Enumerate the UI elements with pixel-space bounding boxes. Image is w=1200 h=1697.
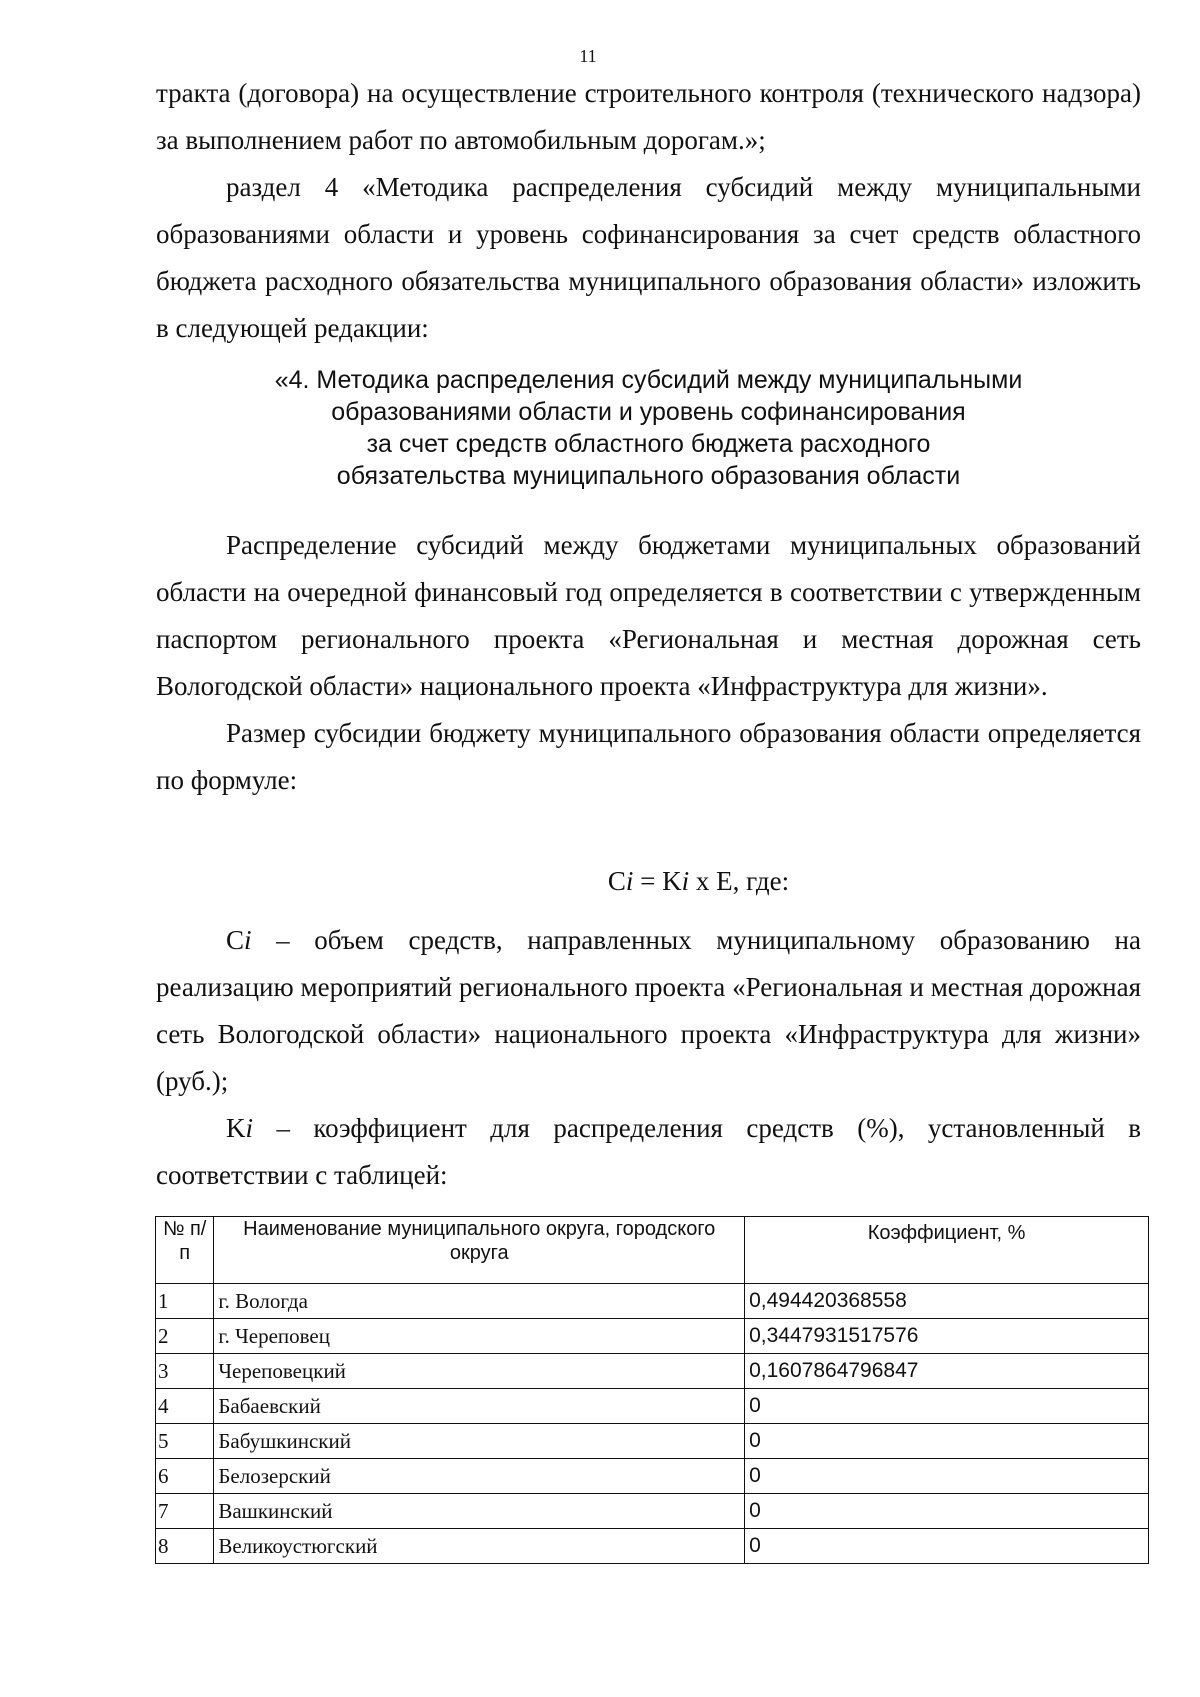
row-number: 1 <box>156 1284 214 1319</box>
row-number: 2 <box>156 1319 214 1354</box>
definitions-text <box>156 917 1141 1199</box>
header-coefficient: Коэффициент, % <box>745 1217 1149 1284</box>
row-coefficient: 0,1607864796847 <box>745 1354 1149 1389</box>
paragraph-distribution: Распределение субсидий между бюджетами муниципальных образований области на очередной финансовый год определяется в соответствии с утвержденным паспортом регионального проекта «Региональная и местная дорожная сеть Вологодской области» национального проекта «Инфраструктура для жизни». <box>156 530 1141 701</box>
row-coefficient: 0 <box>745 1459 1149 1494</box>
row-number: 5 <box>156 1424 214 1459</box>
row-coefficient: 0 <box>745 1494 1149 1529</box>
definition-ki: Ki – коэффициент для распределения средств (%), установленный в соответствии с таблицей: <box>156 1113 1141 1190</box>
page-number: 11 <box>579 46 597 66</box>
row-municipality: г. Череповец <box>214 1319 745 1354</box>
row-number: 8 <box>156 1529 214 1564</box>
row-number: 7 <box>156 1494 214 1529</box>
coefficient-table <box>155 1216 1149 1564</box>
row-number: 3 <box>156 1354 214 1389</box>
paragraph-formula-intro: Размер субсидии бюджету муниципального образования области определяется по формуле: <box>156 718 1141 795</box>
row-coefficient: 0 <box>745 1389 1149 1424</box>
row-coefficient: 0,494420368558 <box>745 1284 1149 1319</box>
table-row <box>156 1529 1149 1564</box>
definition-ci: Ci – объем средств, направленных муниципальному образованию на реализацию мероприятий регионального проекта «Региональная и местная дорожная сеть Вологодской области» национального проекта «Инфраструктура для жизни» (руб.); <box>156 925 1141 1096</box>
heading-line: образованиями области и уровень софинансирования <box>331 398 966 426</box>
row-municipality: г. Вологда <box>214 1284 745 1319</box>
row-coefficient: 0,3447931517576 <box>745 1319 1149 1354</box>
row-coefficient: 0 <box>745 1424 1149 1459</box>
row-number: 4 <box>156 1389 214 1424</box>
row-municipality: Великоустюгский <box>214 1529 745 1564</box>
table-row <box>156 1459 1149 1494</box>
methodology-text <box>156 522 1141 804</box>
row-municipality: Вашкинский <box>214 1494 745 1529</box>
table-row <box>156 1424 1149 1459</box>
formula: Ci = Ki x E, где: <box>607 866 790 896</box>
section-heading <box>156 364 1141 492</box>
row-municipality: Бабушкинский <box>214 1424 745 1459</box>
header-municipality-name: Наименование муниципального округа, городского округа <box>214 1217 745 1284</box>
heading-line: за счет средств областного бюджета расходного <box>366 430 931 458</box>
intro-text <box>156 70 1141 352</box>
row-number: 6 <box>156 1459 214 1494</box>
row-municipality: Череповецкий <box>214 1354 745 1389</box>
header-number: № п/п <box>156 1217 214 1284</box>
row-municipality: Белозерский <box>214 1459 745 1494</box>
row-municipality: Бабаевский <box>214 1389 745 1424</box>
heading-line: «4. Методика распределения субсидий между муниципальными <box>274 366 1023 394</box>
row-coefficient: 0 <box>745 1529 1149 1564</box>
paragraph-section-4-instruction: раздел 4 «Методика распределения субсидий между муниципальными образованиями области и уровень софинансирования за счет средств областного бюджета расходного обязательства муниципального образования области» изложить в следующей редакции: <box>156 172 1141 343</box>
table-row <box>156 1354 1149 1389</box>
heading-line: обязательства муниципального образования области <box>336 462 961 490</box>
table-row <box>156 1494 1149 1529</box>
table-row <box>156 1319 1149 1354</box>
table-row <box>156 1389 1149 1424</box>
table-row <box>156 1284 1149 1319</box>
paragraph-contract-tail: тракта (договора) на осуществление строительного контроля (технического надзора) за выполнением работ по автомобильным дорогам.»; <box>156 78 1141 155</box>
table-header-row <box>156 1217 1149 1284</box>
